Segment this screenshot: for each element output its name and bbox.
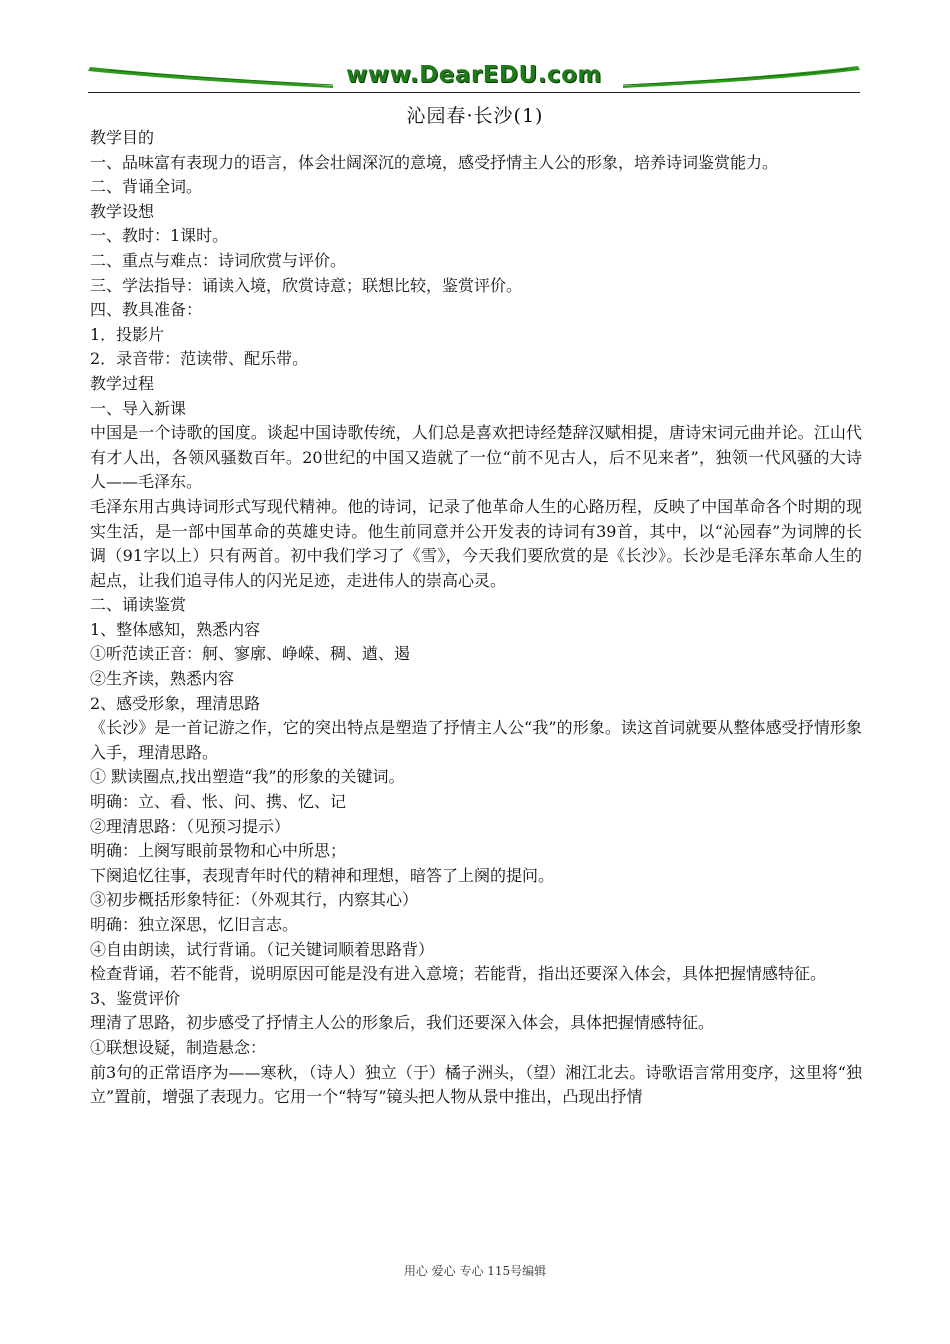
list-item: 下阕追忆往事，表现青年时代的精神和理想，暗答了上阕的提问。 xyxy=(90,865,555,885)
list-item: 2．录音带：范读带、配乐带。 xyxy=(90,349,309,369)
heading-teaching-process: 教学过程 xyxy=(90,373,155,393)
list-item: 四、教具准备： xyxy=(90,300,203,320)
subsection-heading: 3、鉴赏评价 xyxy=(90,988,181,1008)
page-footer: 用心 爱心 专心 115号编辑 xyxy=(403,1264,547,1278)
list-item: 明确：独立深思，忆旧言志。 xyxy=(90,915,299,934)
page-title: 沁园春·长沙(1) xyxy=(406,105,544,127)
list-item: ①听范读正音：舸、寥廓、峥嵘、稠、遒、遏 xyxy=(90,644,411,664)
list-item: ②理清思路：（见预习提示） xyxy=(90,816,291,836)
heading-teaching-goals: 教学目的 xyxy=(90,128,155,147)
list-item: ④自由朗读，试行背诵。（记关键词顺着思路背） xyxy=(90,939,435,959)
list-item: ③初步概括形象特征：（外观其行，内察其心） xyxy=(90,890,419,910)
paragraph: 前3句的正常语序为——寒秋，（诗人）独立（于）橘子洲头，（望）湘江北去。诗歌语言常用变序，这里将“独立”置前，增强了表现力。它用一个“特写”镜头把人物从景中推出，凸现出抒情 xyxy=(90,1062,862,1107)
paragraph: 《长沙》是一首记游之作，它的突出特点是塑造了抒情主人公“我”的形象。读这首词就要从整体感受抒情形象入手，理清思路。 xyxy=(90,718,862,762)
list-item: 一、教时：1课时。 xyxy=(90,226,229,246)
site-header-banner xyxy=(88,60,860,96)
subsection-heading: 2、感受形象，理清思路 xyxy=(90,693,261,713)
section-heading: 一、导入新课 xyxy=(90,398,187,418)
paragraph: 中国是一个诗歌的国度。谈起中国诗歌传统，人们总是喜欢把诗经楚辞汉赋相提，唐诗宋词元曲并论。江山代有才人出，各领风骚数百年。20世纪的中国又造就了一位“前不见古人，后不见来者”，独领一代风骚的大诗人——毛泽东。 xyxy=(90,423,862,492)
header-divider xyxy=(88,92,860,93)
paragraph: 毛泽东用古典诗词形式写现代精神。他的诗词，记录了他革命人生的心路历程，反映了中国革命各个时期的现实生活，是一部中国革命的英雄史诗。他生前同意并公开发表的诗词有39首，其中，以“沁园春”为词牌的长调（91字以上）只有两首。初中我们学习了《雪》，今天我们要欣赏的是《长沙》。长沙是毛泽东革命人生的起点，让我们追寻伟人的闪光足迹，走进伟人的崇高心灵。 xyxy=(90,496,862,590)
document-body xyxy=(90,126,862,1110)
site-logo-text: www.DearEDU.com xyxy=(346,62,602,88)
paragraph: 理清了思路，初步感受了抒情主人公的形象后，我们还要深入体会，具体把握情感特征。 xyxy=(90,1013,715,1033)
heading-teaching-plan: 教学设想 xyxy=(90,201,155,221)
list-item: 明确：上阕写眼前景物和心中所思； xyxy=(90,841,347,861)
list-item: ①联想设疑，制造悬念： xyxy=(90,1037,267,1057)
list-item: 明确：立、看、怅、问、携、忆、记 xyxy=(90,792,347,812)
paragraph: 检查背诵，若不能背，说明原因可能是没有进入意境；若能背，指出还要深入体会，具体把握情感特征。 xyxy=(90,964,827,984)
list-item: 二、重点与难点：诗词欣赏与评价。 xyxy=(90,250,347,270)
section-heading: 二、诵读鉴赏 xyxy=(90,595,187,615)
list-item: ① 默读圈点,找出塑造“我”的形象的关键词。 xyxy=(90,767,405,787)
list-item: 1．投影片 xyxy=(90,324,165,344)
list-item: 三、学法指导：诵读入境，欣赏诗意；联想比较，鉴赏评价。 xyxy=(90,275,523,295)
paragraph: 一、品味富有表现力的语言，体会壮阔深沉的意境，感受抒情主人公的形象，培养诗词鉴赏能力。 xyxy=(90,152,779,172)
list-item: 二、背诵全词。 xyxy=(90,177,203,197)
list-item: ②生齐读，熟悉内容 xyxy=(90,669,235,689)
subsection-heading: 1、整体感知，熟悉内容 xyxy=(90,619,261,639)
